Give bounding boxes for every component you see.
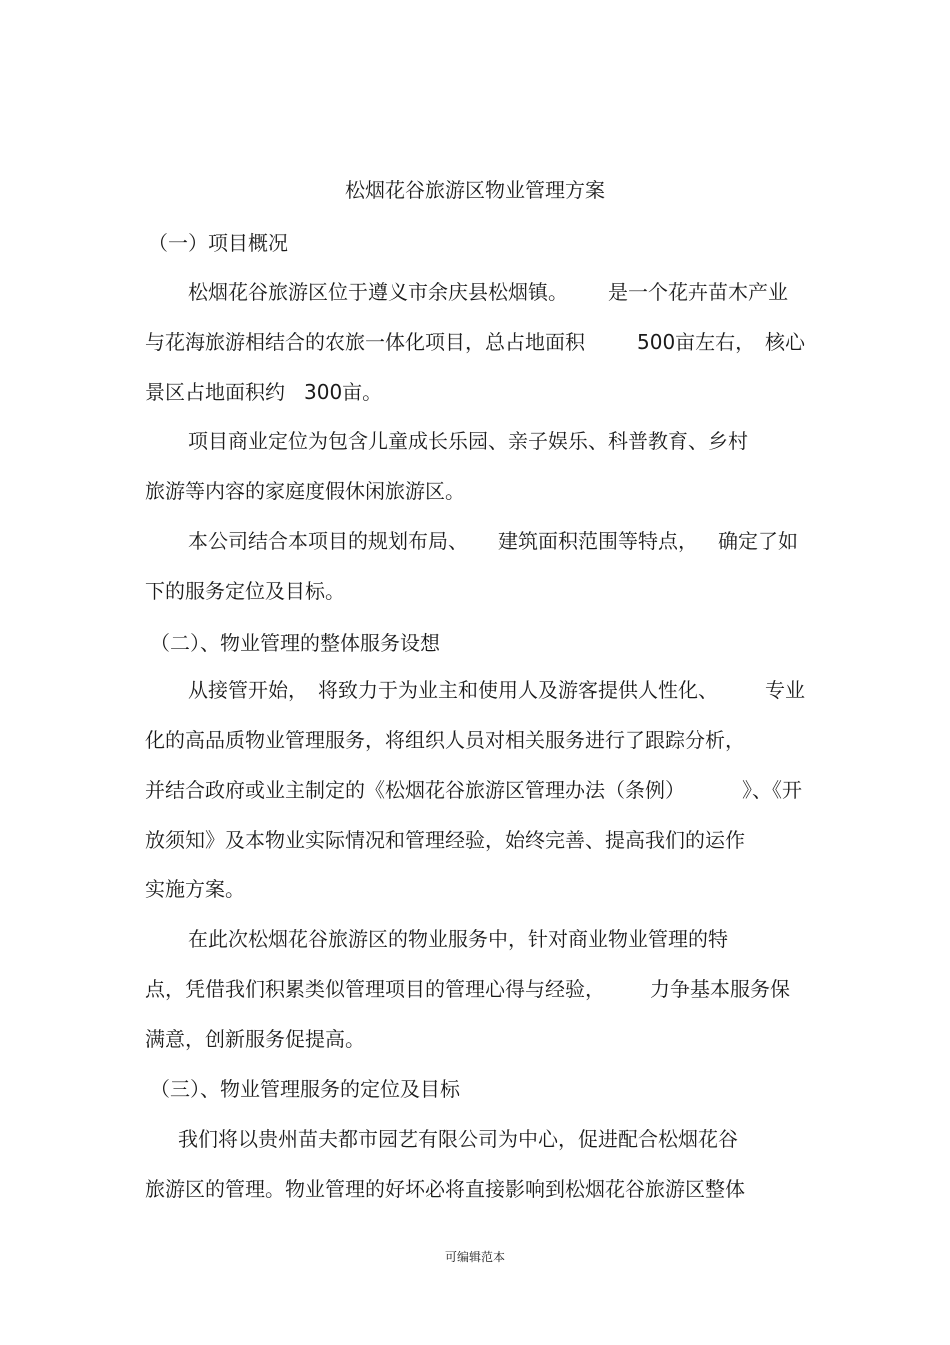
paragraph-text: 旅游区的管理。物业管理的好坏必将直接影响到松烟花谷旅游区整体: [145, 1177, 745, 1201]
paragraph-text: 点，凭借我们积累类似管理项目的管理心得与经验，: [145, 977, 605, 1001]
paragraph-text: 》、《开: [742, 778, 802, 802]
paragraph-text: 旅游等内容的家庭度假休闲旅游区。: [145, 479, 465, 503]
paragraph-text: 我们将以贵州苗夫都市园艺有限公司为中心，促进配合松烟花谷: [178, 1127, 738, 1151]
page-footer: 可编辑范本: [444, 1250, 505, 1264]
paragraph-text: 500亩左右，: [637, 330, 756, 354]
paragraph-text: 300亩。: [304, 380, 383, 404]
paragraph-text: 在此次松烟花谷旅游区的物业服务中，针对商业物业管理的特: [188, 927, 728, 951]
paragraph-text: 实施方案。: [145, 877, 245, 901]
paragraph-text: 本公司结合本项目的规划布局、: [188, 529, 468, 553]
paragraph-text: 力争基本服务保: [650, 977, 790, 1001]
paragraph-text: 放须知》及本物业实际情况和管理经验，始终完善、提高我们的运作: [145, 828, 745, 852]
paragraph-text: 景区占地面积约: [145, 380, 285, 404]
section-heading-1: （一）项目概况: [148, 231, 288, 255]
paragraph-text: 下的服务定位及目标。: [145, 579, 345, 603]
paragraph-text: 将致力于为业主和使用人及游客提供人性化、: [318, 678, 718, 702]
paragraph-text: 建筑面积范围等特点，: [498, 529, 698, 553]
paragraph-text: 松烟花谷旅游区位于遵义市余庆县松烟镇。: [188, 280, 568, 304]
paragraph-text: 从接管开始，: [188, 678, 308, 702]
paragraph-text: 核心: [765, 330, 805, 354]
paragraph-text: 满意，创新服务促提高。: [145, 1027, 365, 1051]
paragraph-text: 项目商业定位为包含儿童成长乐园、亲子娱乐、科普教育、乡村: [188, 429, 748, 453]
document-title: 松烟花谷旅游区物业管理方案: [345, 178, 605, 202]
section-heading-2: （二）、物业管理的整体服务设想: [150, 631, 440, 655]
paragraph-text: 与花海旅游相结合的农旅一体化项目，总占地面积: [145, 330, 585, 354]
paragraph-text: 化的高品质物业管理服务，将组织人员对相关服务进行了跟踪分析，: [145, 728, 745, 752]
paragraph-text: 专业: [765, 678, 805, 702]
section-heading-3: （三）、物业管理服务的定位及目标: [150, 1077, 460, 1101]
paragraph-text: 并结合政府或业主制定的《松烟花谷旅游区管理办法（条例）: [145, 778, 685, 802]
paragraph-text: 确定了如: [718, 529, 798, 553]
paragraph-text: 是一个花卉苗木产业: [608, 280, 788, 304]
